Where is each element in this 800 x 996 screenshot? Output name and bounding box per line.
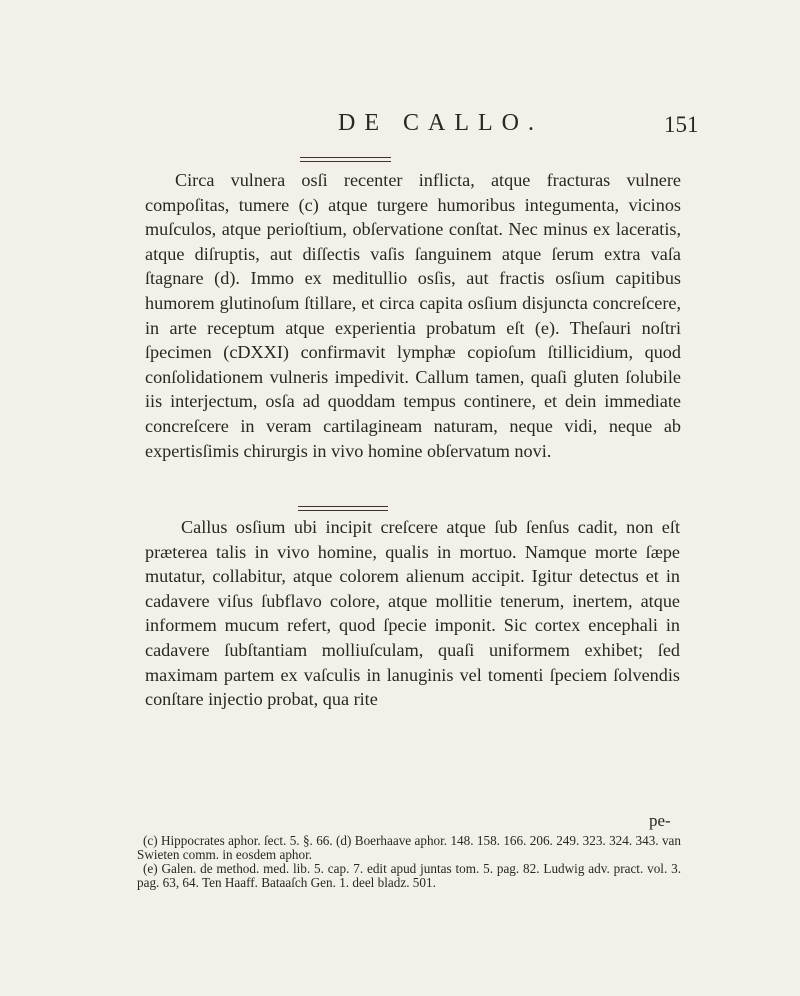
footnote: (c) Hippocrates aphor. ſect. 5. §. 66. (d) Boerhaave aphor. 148. 158. 166. 206. 249. 323. 324. 343. van Swieten comm. in eosdem aphor. — [137, 833, 681, 862]
footnotes — [137, 834, 681, 890]
paragraph: Circa vulnera osſi recenter inflicta, atque fracturas vulnere compoſitas, tumere (c) atque turgere humoribus integumenta, vicinos muſculos, atque perioſtium, obſervatione conſtat. Nec minus ex laceratis, atque diſruptis, aut diſſectis vaſis ſanguinem atque ſerum extra vaſa ſtagnare (d). Immo ex meditullio osſis, aut fractis osſium capitibus humorem glutinoſum ſtillare, et circa capita osſium disjuncta concreſcere, in arte receptum atque experientia probatum eſt (e). Theſauri noſtri ſpecimen (cDXXI) confirmavit lymphæ copioſum ſtillicidium, quod conſolidationem vulneris impedivit. Callum tamen, quaſi gluten ſolubile iis interjectum, osſa ad quoddam tempus continere, et dein immediate concreſcere in veram cartilagineam naturam, neque vidi, neque ab expertisſimis chirurgis in vivo homine obſervatum novi. — [145, 170, 681, 461]
section-rule — [300, 157, 391, 163]
running-title: DE CALLO. — [338, 110, 543, 136]
catchword: pe- — [649, 811, 671, 830]
page-number: 151 — [664, 112, 699, 137]
section-rule — [298, 506, 388, 512]
footnote: (e) Galen. de method. med. lib. 5. cap. 7. edit apud juntas tom. 5. pag. 82. Ludwig adv. pract. vol. 3. pag. 63, 64. Ten Haaff. Bataaſch Gen. 1. deel bladz. 501. — [137, 861, 681, 890]
running-head — [0, 110, 800, 142]
paragraph: Callus osſium ubi incipit creſcere atque ſub ſenſus cadit, non eſt præterea talis in vivo homine, qualis in mortuo. Namque morte ſæpe mutatur, collabitur, atque colorem alienum accipit. Igitur detectus et in cadavere viſus ſubflavo colore, atque mollitie tenerum, inertem, atque informem mucum refert, quod ſpecie imponit. Sic cortex encephali in cadavere ſubſtantiam molliuſculam, quaſi uniformem exhibet; ſed maximam partem ex vaſculis in lanuginis vel tomenti ſpeciem ſolvendis conſtare injectio probat, qua rite — [145, 517, 680, 710]
